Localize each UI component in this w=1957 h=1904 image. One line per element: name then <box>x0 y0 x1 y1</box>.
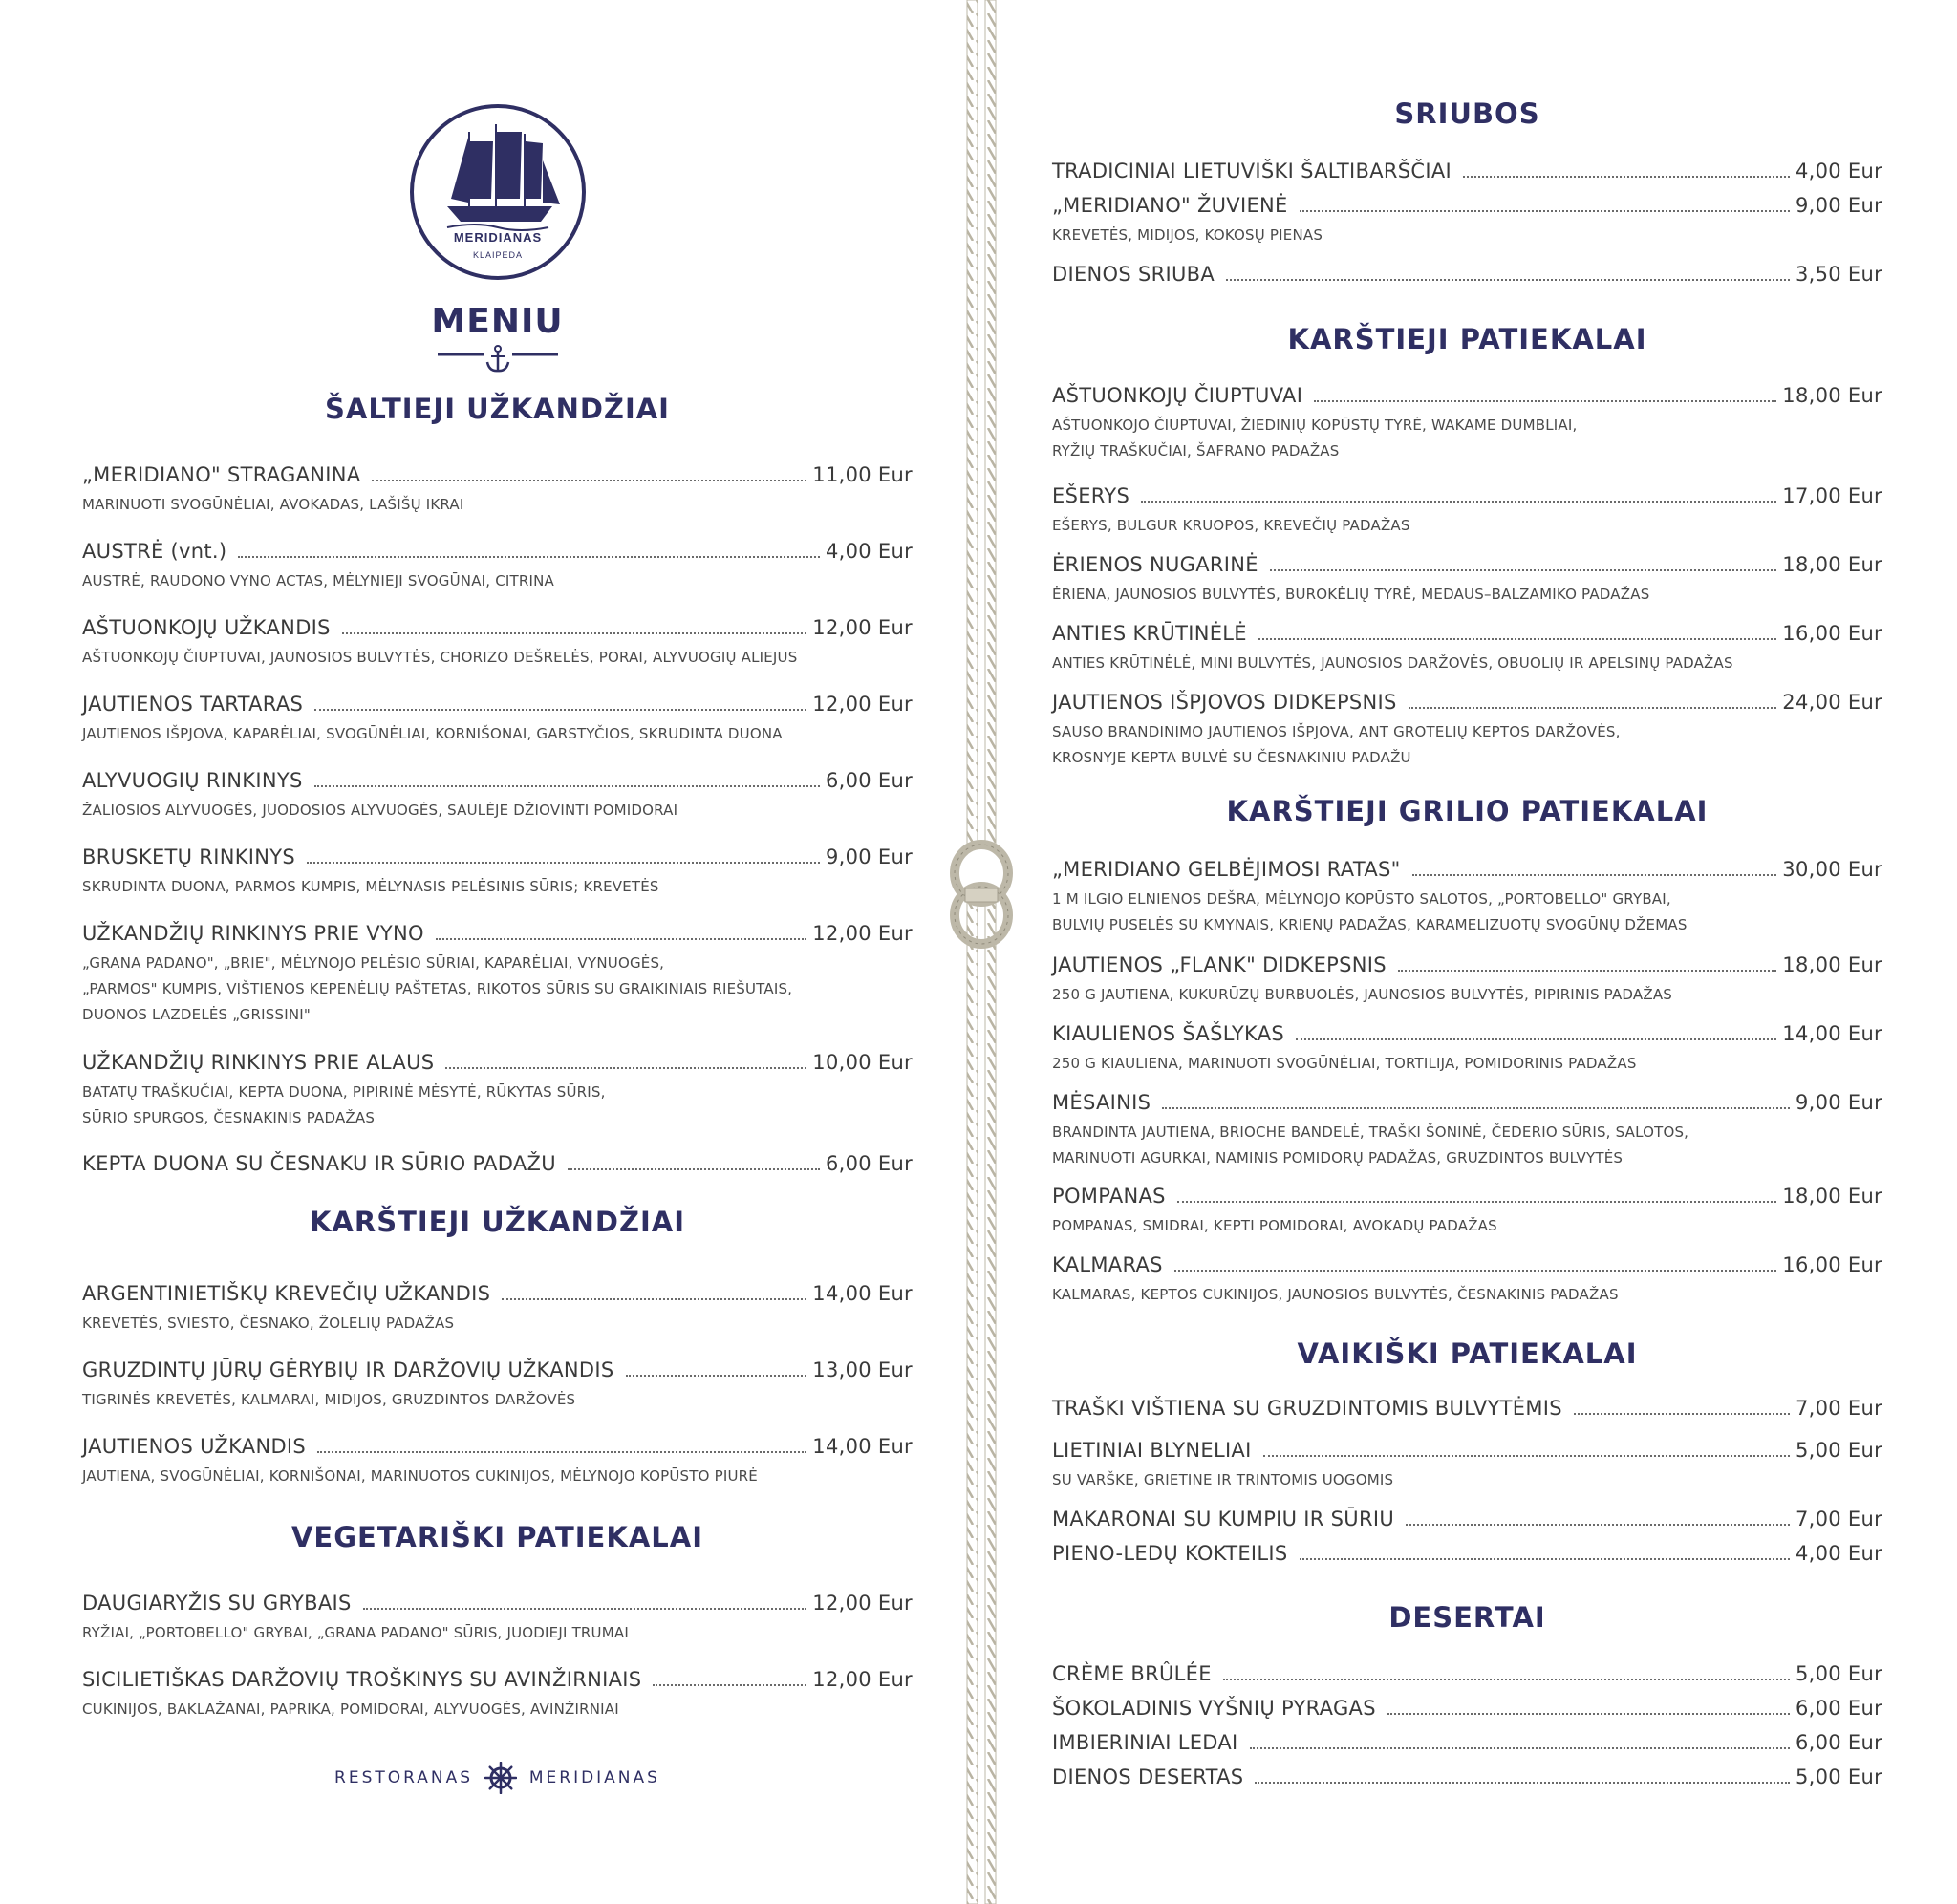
leader-dots <box>1296 1038 1776 1040</box>
item-description: RYŽIAI, „PORTOBELLO" GRYBAI, „GRANA PADANO" SŪRIS, JUODIEJI TRUMAI <box>82 1624 629 1641</box>
menu-item <box>1052 1731 1882 1755</box>
leader-dots <box>1387 1713 1790 1715</box>
menu-item <box>82 1051 913 1131</box>
item-description: SKRUDINTA DUONA, PARMOS KUMPIS, MĖLYNASIS PELĖSINIS SŪRIS; KREVETĖS <box>82 878 659 895</box>
item-price: 18,00 Eur <box>1782 553 1882 576</box>
menu-item <box>1052 1508 1882 1531</box>
item-description: SU VARŠKE, GRIETINE IR TRINTOMIS UOGOMIS <box>1052 1471 1394 1488</box>
item-price: 4,00 Eur <box>825 540 913 563</box>
leader-dots <box>1270 569 1776 571</box>
item-price: 12,00 Eur <box>812 616 913 639</box>
menu-item <box>1052 484 1882 539</box>
rope-knot-icon <box>948 837 1015 952</box>
item-price: 17,00 Eur <box>1782 484 1882 507</box>
item-description: „GRANA PADANO", „BRIE", MĖLYNOJO PELĖSIO SŪRIAI, KAPARĖLIAI, VYNUOGĖS, „PARMOS" KUMPIS, VIŠTIENOS KEPENĖLIŲ PAŠTETAS, RIKOTOS SŪRIS SU GRAIKINIAIS RIEŠUTAIS, DUONOS LAZDELĖS „GRISSINI" <box>82 954 793 1023</box>
item-price: 10,00 Eur <box>812 1051 913 1074</box>
menu-item <box>1052 1253 1882 1308</box>
item-description: SAUSO BRANDINIMO JAUTIENOS IŠPJOVA, ANT GROTELIŲ KEPTOS DARŽOVĖS, KROSNYJE KEPTA BULVĖ SU ČESNAKINIU PADAŽU <box>1052 723 1621 766</box>
menu-item <box>82 463 913 518</box>
item-name: ARGENTINIETIŠKŲ KREVEČIŲ UŽKANDIS <box>82 1282 491 1305</box>
menu-item <box>82 540 913 594</box>
item-price: 11,00 Eur <box>812 463 913 486</box>
item-description: AŠTUONKOJO ČIUPTUVAI, ŽIEDINIŲ KOPŪSTŲ TYRĖ, WAKAME DUMBLIAI, RYŽIŲ TRAŠKUČIAI, ŠAFRANO PADAŽAS <box>1052 417 1578 460</box>
item-price: 16,00 Eur <box>1782 622 1882 645</box>
item-name: LIETINIAI BLYNELIAI <box>1052 1439 1252 1462</box>
item-description: 250 G JAUTIENA, KUKURŪZŲ BURBUOLĖS, JAUNOSIOS BULVYTĖS, PIPIRINIS PADAŽAS <box>1052 986 1673 1003</box>
item-price: 4,00 Eur <box>1795 1542 1882 1565</box>
leader-dots <box>1409 707 1777 709</box>
menu-item <box>1052 1662 1882 1686</box>
item-name: EŠERYS <box>1052 484 1130 507</box>
item-name: PIENO-LEDŲ KOKTEILIS <box>1052 1542 1288 1565</box>
rope-divider <box>959 0 1003 1904</box>
menu-item <box>82 616 913 671</box>
item-description: MARINUOTI SVOGŪNĖLIAI, AVOKADAS, LAŠIŠŲ IKRAI <box>82 496 464 513</box>
section-title-hot-starters: KARŠTIEJI UŽKANDŽIAI <box>309 1206 686 1238</box>
leader-dots <box>1300 1558 1790 1560</box>
item-price: 12,00 Eur <box>812 1668 913 1691</box>
leader-dots <box>1406 1524 1790 1526</box>
item-price: 4,00 Eur <box>1795 160 1882 182</box>
item-description: BRANDINTA JAUTIENA, BRIOCHE BANDELĖ, TRAŠKI ŠONINĖ, ČEDERIO SŪRIS, SALOTOS, MARINUOTI AGURKAI, NAMINIS POMIDORŲ PADAŽAS, GRUZDINTOS BULVYTĖS <box>1052 1123 1689 1166</box>
item-name: KEPTA DUONA SU ČESNAKU IR SŪRIO PADAŽU <box>82 1152 556 1175</box>
item-price: 12,00 Eur <box>812 1592 913 1615</box>
item-price: 3,50 Eur <box>1795 263 1882 286</box>
item-price: 7,00 Eur <box>1795 1397 1882 1420</box>
leader-dots <box>1263 1455 1790 1457</box>
menu-item <box>1052 1765 1882 1789</box>
leader-dots <box>363 1608 807 1610</box>
item-description: KREVETĖS, SVIESTO, ČESNAKO, ŽOLELIŲ PADAŽAS <box>82 1315 455 1332</box>
leader-dots <box>1574 1413 1790 1415</box>
item-description: CUKINIJOS, BAKLAŽANAI, PAPRIKA, POMIDORAI, ALYVUOGĖS, AVINŽIRNIAI <box>82 1701 619 1718</box>
item-name: TRAŠKI VIŠTIENA SU GRUZDINTOMIS BULVYTĖMIS <box>1052 1397 1562 1420</box>
item-name: AŠTUONKOJŲ ČIUPTUVAI <box>1052 384 1303 407</box>
menu-item <box>82 769 913 824</box>
item-price: 13,00 Eur <box>812 1358 913 1381</box>
item-price: 6,00 Eur <box>825 1152 913 1175</box>
item-description: AŠTUONKOJŲ ČIUPTUVAI, JAUNOSIOS BULVYTĖS, CHORIZO DEŠRELĖS, PORAI, ALYVUOGIŲ ALIEJUS <box>82 649 798 666</box>
leader-dots <box>1226 279 1790 281</box>
section-title-hot-dishes: KARŠTIEJI PATIEKALAI <box>1287 323 1647 355</box>
leader-dots <box>314 785 820 787</box>
item-price: 14,00 Eur <box>812 1435 913 1458</box>
leader-dots <box>1177 1201 1776 1203</box>
item-description: EŠERYS, BULGUR KRUOPOS, KREVEČIŲ PADAŽAS <box>1052 517 1410 534</box>
item-description: JAUTIENA, SVOGŪNĖLIAI, KORNIŠONAI, MARINUOTOS CUKINIJOS, MĖLYNOJO KOPŪSTO PIURĖ <box>82 1467 758 1485</box>
menu-item <box>1052 194 1882 248</box>
item-price: 9,00 Eur <box>1795 1091 1882 1114</box>
item-name: „MERIDIANO" STRAGANINA <box>82 463 361 486</box>
item-name: SICILIETIŠKAS DARŽOVIŲ TROŠKINYS SU AVINŽIRNIAIS <box>82 1668 642 1691</box>
item-name: JAUTIENOS IŠPJOVOS DIDKEPSNIS <box>1052 691 1397 714</box>
item-description: KREVETĖS, MIDIJOS, KOKOSŲ PIENAS <box>1052 226 1323 244</box>
menu-item <box>1052 1022 1882 1077</box>
leader-dots <box>1300 210 1790 212</box>
menu-item <box>1052 1091 1882 1171</box>
menu-item <box>82 845 913 900</box>
menu-item <box>1052 1185 1882 1239</box>
item-name: DAUGIARYŽIS SU GRYBAIS <box>82 1592 352 1615</box>
item-name: AUSTRĖ (vnt.) <box>82 540 227 563</box>
leader-dots <box>1250 1747 1790 1749</box>
item-name: DIENOS SRIUBA <box>1052 263 1215 286</box>
item-price: 7,00 Eur <box>1795 1508 1882 1530</box>
item-name: ĖRIENOS NUGARINĖ <box>1052 553 1258 576</box>
item-price: 9,00 Eur <box>1795 194 1882 217</box>
leader-dots <box>568 1168 820 1170</box>
menu-item <box>82 1435 913 1489</box>
leader-dots <box>1174 1270 1776 1272</box>
ship-logo-icon <box>409 103 587 281</box>
section-title-desserts: DESERTAI <box>1388 1601 1546 1634</box>
item-name: ANTIES KRŪTINĖLĖ <box>1052 622 1247 645</box>
menu-item <box>82 693 913 747</box>
section-title-cold-starters: ŠALTIEJI UŽKANDŽIAI <box>325 393 670 425</box>
menu-item <box>1052 263 1882 287</box>
menu-title: MENIU <box>431 302 564 341</box>
menu-item <box>1052 160 1882 183</box>
leader-dots <box>1223 1679 1790 1680</box>
leader-dots <box>1162 1107 1790 1109</box>
item-price: 6,00 Eur <box>825 769 913 792</box>
item-price: 18,00 Eur <box>1782 953 1882 976</box>
item-name: „MERIDIANO GELBĖJIMOSI RATAS" <box>1052 858 1401 881</box>
ship-wheel-icon <box>484 1762 517 1794</box>
logo-name: MERIDIANAS <box>453 230 542 245</box>
leader-dots <box>626 1375 807 1377</box>
leader-dots <box>445 1067 806 1069</box>
item-price: 9,00 Eur <box>825 845 913 868</box>
logo-block <box>82 103 913 374</box>
menu-item <box>82 1282 913 1337</box>
item-price: 24,00 Eur <box>1782 691 1882 714</box>
item-price: 5,00 Eur <box>1795 1662 1882 1685</box>
menu-item <box>1052 1542 1882 1566</box>
item-description: POMPANAS, SMIDRAI, KEPTI POMIDORAI, AVOKADŲ PADAŽAS <box>1052 1217 1497 1234</box>
menu-item <box>1052 691 1882 771</box>
item-name: IMBIERINIAI LEDAI <box>1052 1731 1238 1754</box>
menu-item <box>82 1668 913 1722</box>
leader-dots <box>317 1451 806 1453</box>
menu-item <box>82 1152 913 1176</box>
item-description: JAUTIENOS IŠPJOVA, KAPARĖLIAI, SVOGŪNĖLIAI, KORNIŠONAI, GARSTYČIOS, SKRUDINTA DUONA <box>82 725 783 742</box>
menu-item <box>1052 553 1882 608</box>
section-title-grill: KARŠTIEJI GRILIO PATIEKALAI <box>1226 795 1709 827</box>
leader-dots <box>1412 874 1777 876</box>
leader-dots <box>436 938 806 940</box>
leader-dots <box>1314 400 1776 402</box>
section-title-kids: VAIKIŠKI PATIEKALAI <box>1297 1337 1638 1370</box>
leader-dots <box>307 862 820 864</box>
item-price: 14,00 Eur <box>1782 1022 1882 1045</box>
leader-dots <box>1398 970 1776 972</box>
menu-item <box>82 1358 913 1413</box>
item-name: AŠTUONKOJŲ UŽKANDIS <box>82 616 331 639</box>
item-name: UŽKANDŽIŲ RINKINYS PRIE VYNO <box>82 922 424 945</box>
item-name: JAUTIENOS „FLANK" DIDKEPSNIS <box>1052 953 1387 976</box>
item-price: 12,00 Eur <box>812 922 913 945</box>
item-price: 18,00 Eur <box>1782 384 1882 407</box>
menu-item <box>1052 1397 1882 1421</box>
item-name: CRÈME BRÛLÉE <box>1052 1662 1212 1685</box>
item-price: 5,00 Eur <box>1795 1439 1882 1462</box>
item-name: POMPANAS <box>1052 1185 1166 1208</box>
item-name: DIENOS DESERTAS <box>1052 1765 1244 1788</box>
leader-dots <box>1258 638 1776 640</box>
item-name: GRUZDINTŲ JŪRŲ GĖRYBIŲ IR DARŽOVIŲ UŽKANDIS <box>82 1358 614 1381</box>
leader-dots <box>238 556 820 558</box>
menu-item <box>1052 858 1882 938</box>
item-name: KIAULIENOS ŠAŠLYKAS <box>1052 1022 1285 1045</box>
item-description: BATATŲ TRAŠKUČIAI, KEPTA DUONA, PIPIRINĖ MĖSYTĖ, RŪKYTAS SŪRIS, SŪRIO SPURGOS, ČESNAKINIS PADAŽAS <box>82 1083 606 1126</box>
item-name: ŠOKOLADINIS VYŠNIŲ PYRAGAS <box>1052 1697 1376 1720</box>
item-name: KALMARAS <box>1052 1253 1163 1276</box>
item-name: JAUTIENOS UŽKANDIS <box>82 1435 307 1458</box>
item-price: 12,00 Eur <box>812 693 913 716</box>
leader-dots <box>342 632 806 634</box>
menu-item <box>82 1592 913 1646</box>
menu-item <box>82 922 913 1028</box>
item-name: MĖSAINIS <box>1052 1091 1151 1114</box>
leader-dots <box>653 1684 806 1686</box>
menu-item <box>1052 1439 1882 1493</box>
item-price: 6,00 Eur <box>1795 1731 1882 1754</box>
menu-item <box>1052 953 1882 1008</box>
item-price: 16,00 Eur <box>1782 1253 1882 1276</box>
item-name: UŽKANDŽIŲ RINKINYS PRIE ALAUS <box>82 1051 435 1074</box>
menu-item <box>1052 384 1882 464</box>
leader-dots <box>1463 176 1790 178</box>
item-name: JAUTIENOS TARTARAS <box>82 693 304 716</box>
item-description: ŽALIOSIOS ALYVUOGĖS, JUODOSIOS ALYVUOGĖS, SAULĖJE DŽIOVINTI POMIDORAI <box>82 802 678 819</box>
footer-brand <box>82 1762 913 1794</box>
item-description: 250 G KIAULIENA, MARINUOTI SVOGŪNĖLIAI, TORTILIJA, POMIDORINIS PADAŽAS <box>1052 1055 1637 1072</box>
item-price: 5,00 Eur <box>1795 1765 1882 1788</box>
section-title-soups: SRIUBOS <box>1394 97 1540 130</box>
item-description: ĖRIENA, JAUNOSIOS BULVYTĖS, BUROKĖLIŲ TYRĖ, MEDAUS–BALZAMIKO PADAŽAS <box>1052 586 1650 603</box>
menu-item <box>1052 1697 1882 1721</box>
footer-left-text: RESTORANAS <box>334 1768 474 1787</box>
logo-city: KLAIPĖDA <box>472 250 523 260</box>
footer-right-text: MERIDIANAS <box>528 1768 660 1787</box>
item-description: ANTIES KRŪTINĖLĖ, MINI BULVYTĖS, JAUNOSIOS DARŽOVĖS, OBUOLIŲ IR APELSINŲ PADAŽAS <box>1052 654 1733 672</box>
item-name: TRADICINIAI LIETUVIŠKI ŠALTIBARŠČIAI <box>1052 160 1452 182</box>
item-price: 30,00 Eur <box>1782 858 1882 881</box>
leader-dots <box>314 709 806 711</box>
leader-dots <box>1141 501 1776 503</box>
item-price: 6,00 Eur <box>1795 1697 1882 1720</box>
item-description: 1 M ILGIO ELNIENOS DEŠRA, MĖLYNOJO KOPŪSTO SALOTOS, „PORTOBELLO" GRYBAI, BULVIŲ PUSELĖS SU KMYNAIS, KRIENŲ PADAŽAS, KARAMELIZUOTŲ SVOGŪNŲ DŽEMAS <box>1052 890 1688 933</box>
item-description: KALMARAS, KEPTOS CUKINIJOS, JAUNOSIOS BULVYTĖS, ČESNAKINIS PADAŽAS <box>1052 1286 1619 1303</box>
item-description: AUSTRĖ, RAUDONO VYNO ACTAS, MĖLYNIEJI SVOGŪNAI, CITRINA <box>82 572 555 589</box>
item-name: BRUSKETŲ RINKINYS <box>82 845 296 868</box>
leader-dots <box>1255 1782 1790 1784</box>
item-name: ALYVUOGIŲ RINKINYS <box>82 769 303 792</box>
menu-item <box>1052 622 1882 676</box>
leader-dots <box>372 480 806 481</box>
item-price: 14,00 Eur <box>812 1282 913 1305</box>
item-name: MAKARONAI SU KUMPIU IR SŪRIU <box>1052 1508 1395 1530</box>
section-title-vegetarian: VEGETARIŠKI PATIEKALAI <box>290 1521 703 1553</box>
item-price: 18,00 Eur <box>1782 1185 1882 1208</box>
leader-dots <box>502 1298 806 1300</box>
item-description: TIGRINĖS KREVETĖS, KALMARAI, MIDIJOS, GRUZDINTOS DARŽOVĖS <box>82 1391 576 1408</box>
item-name: „MERIDIANO" ŽUVIENĖ <box>1052 194 1288 217</box>
anchor-icon <box>438 345 558 374</box>
